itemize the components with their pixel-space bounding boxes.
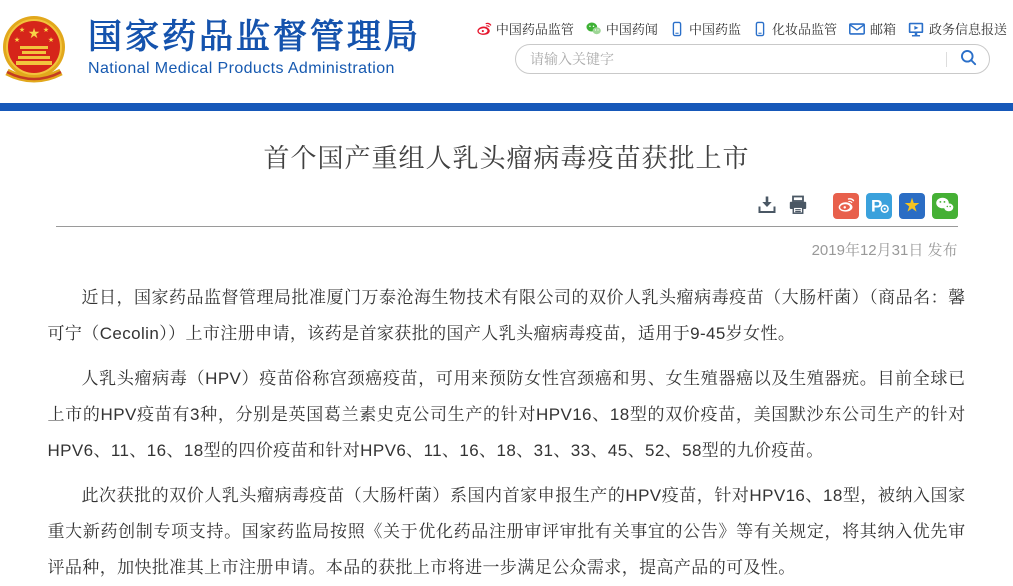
mobile-icon <box>752 21 768 37</box>
quick-link-label: 中国药闻 <box>605 22 658 37</box>
quick-link-label: 政务信息报送 <box>928 22 1007 37</box>
wechat-icon <box>585 20 602 37</box>
svg-text:★: ★ <box>42 27 50 34</box>
share-qzone-button[interactable] <box>899 193 925 219</box>
article-container <box>48 111 966 586</box>
mail-icon <box>848 20 866 38</box>
mobile-icon <box>669 21 685 37</box>
title-divider <box>56 226 958 227</box>
link-wechat-news[interactable] <box>585 19 658 38</box>
national-emblem-icon <box>2 10 66 90</box>
link-cosmetics-regulation[interactable] <box>752 19 837 38</box>
paragraph: 人乳头瘤病毒（HPV）疫苗俗称宫颈癌疫苗，可用来预防女性宫颈癌和男、女生殖器癌以及生殖器疣。目前全球已上市的HPV疫苗有3种，分别是英国葛兰素史克公司生产的针对HPV16、18型的双价疫苗，美国默沙东公司生产的针对HPV6、11、16、18型的四价疫苗和针对HPV6、11、16、18、31、33、45、52、58型的九价疫苗。 <box>47 369 966 460</box>
svg-text:★: ★ <box>902 195 921 216</box>
search-input[interactable] <box>516 51 946 67</box>
site-header <box>0 0 1013 103</box>
share-p-button[interactable] <box>866 193 892 219</box>
header-quick-links <box>475 19 1007 38</box>
site-subtitle: National Medical Products Administration <box>88 60 395 77</box>
search-bar <box>515 44 990 74</box>
qzone-share-icon <box>899 192 925 221</box>
monitor-icon <box>907 20 925 38</box>
quick-link-label: 邮箱 <box>869 22 896 37</box>
search-button[interactable] <box>947 45 989 73</box>
link-weibo-regulation[interactable] <box>475 19 574 38</box>
svg-text:P: P <box>870 196 882 215</box>
search-icon <box>959 48 978 70</box>
quick-link-label: 中国药监 <box>688 22 741 37</box>
article-body <box>48 280 966 586</box>
link-drug-app[interactable] <box>669 19 741 38</box>
share-weibo-button[interactable] <box>833 193 859 219</box>
article-toolbar <box>48 193 958 219</box>
publish-date: 2019年12月31日 发布 <box>811 242 958 259</box>
print-icon <box>787 194 809 219</box>
paragraph: 此次获批的双价人乳头瘤病毒疫苗（大肠杆菌）系国内首家申报生产的HPV疫苗，针对HPV16、18型，被纳入国家重大新药创制专项支持。国家药监局按照《关于优化药品注册审评审批有关事宜的公告》等有关规定，将其纳入优先审评品种，加快批准其上市注册申请。本品的获批上市将进一步满足公众需求，提高产品的可及性。 <box>47 486 966 577</box>
link-mailbox[interactable] <box>848 19 896 38</box>
header-accent-bar <box>0 103 1013 111</box>
weibo-share-icon <box>836 195 855 217</box>
download-button[interactable] <box>756 194 778 219</box>
quick-link-label: 中国药品监管 <box>495 22 574 37</box>
svg-text:★: ★ <box>18 27 26 34</box>
p-share-icon <box>866 192 892 221</box>
svg-text:★: ★ <box>13 37 21 44</box>
site-brand[interactable] <box>88 17 421 78</box>
svg-text:★: ★ <box>27 25 41 41</box>
national-emblem-logo <box>2 10 66 90</box>
svg-text:★: ★ <box>47 37 55 44</box>
link-gov-info-report[interactable] <box>907 19 1007 38</box>
quick-link-label: 化妆品监管 <box>771 22 837 37</box>
share-wechat-button[interactable] <box>932 193 958 219</box>
article-title: 首个国产重组人乳头瘤病毒疫苗获批上市 <box>263 143 750 173</box>
print-button[interactable] <box>787 194 809 219</box>
paragraph: 近日，国家药品监督管理局批准厦门万泰沧海生物技术有限公司的双价人乳头瘤病毒疫苗（大肠杆菌）（商品名：馨可宁（Cecolin））上市注册申请，该药是首家获批的国产人乳头瘤病毒疫苗，适用于9-45岁女性。 <box>47 288 966 343</box>
download-icon <box>756 194 778 219</box>
weibo-icon <box>475 20 492 37</box>
site-title: 国家药品监督管理局 <box>88 18 421 56</box>
wechat-share-icon <box>933 193 957 220</box>
